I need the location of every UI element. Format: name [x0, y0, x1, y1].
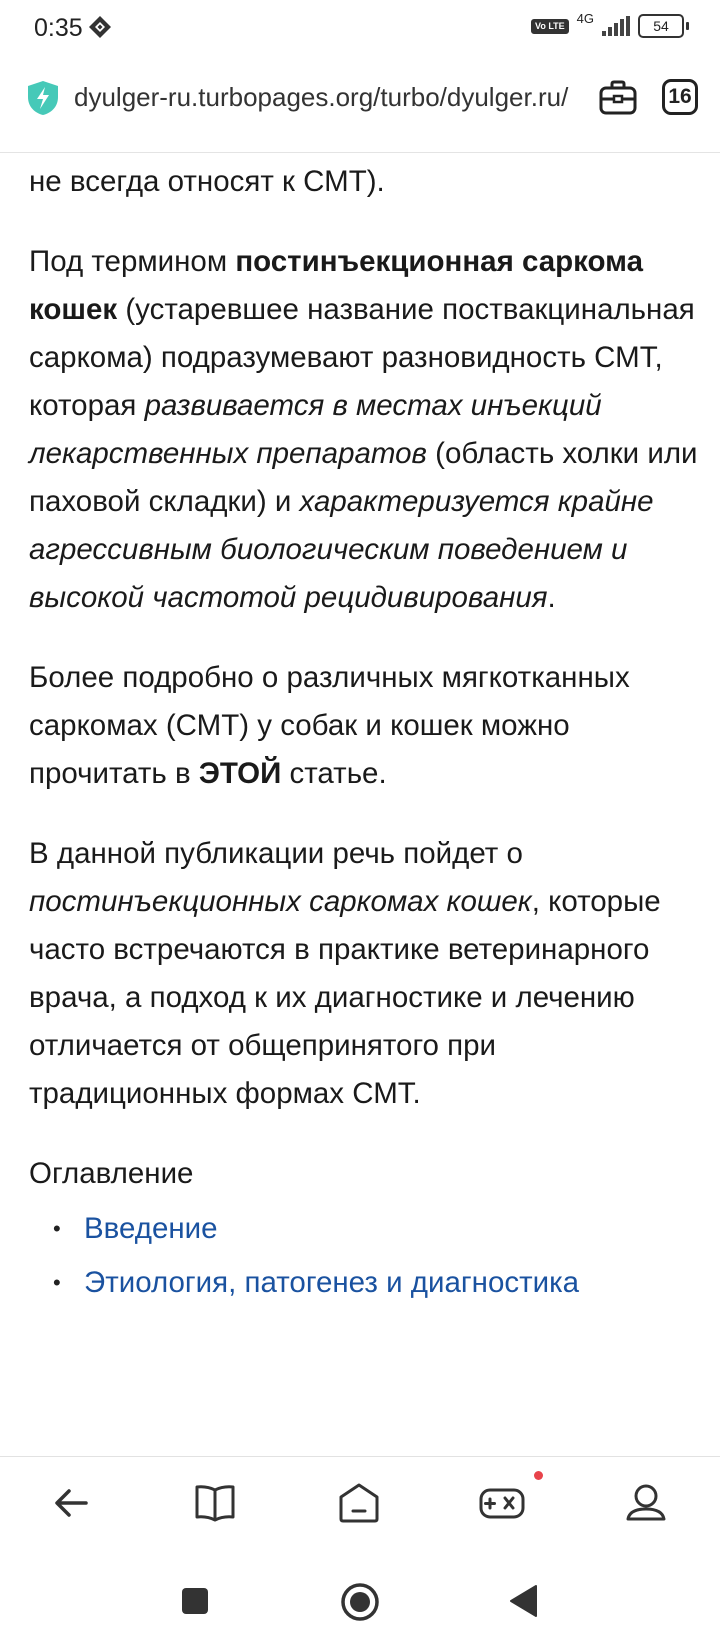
text: (устаревшее название поствакцинальная саркома) подразумевают разновидность СМТ, которая [29, 293, 695, 422]
italic-text: характеризуется крайне агрессивным биологическим поведением и высокой частотой рецидивирования [29, 485, 654, 614]
browser-bottom-nav [0, 1456, 720, 1555]
text: (область холки или паховой складки) и [29, 437, 698, 518]
toc-link-etiology[interactable]: Этиология, патогенез и диагностика [84, 1266, 580, 1299]
toc-link-introduction[interactable]: Введение [84, 1212, 218, 1245]
toc-item [29, 1256, 699, 1310]
url-field[interactable]: dyulger-ru.turbopages.org/turbo/dyulger.ru/ [74, 82, 569, 112]
paragraph-0 [29, 158, 699, 206]
italic-text: постинъекционных саркомах кошек [29, 885, 532, 918]
battery-level: 54 [653, 18, 669, 34]
toc-item [29, 1202, 699, 1256]
address-bar [0, 64, 720, 153]
text: не всегда относят к СМТ). [29, 165, 385, 198]
notification-icon [88, 15, 112, 39]
article-link[interactable]: ЭТОЙ [198, 757, 282, 790]
paragraph-3 [29, 830, 699, 1118]
status-time: 0:35 [34, 14, 83, 42]
toc-heading: Оглавление [29, 1157, 194, 1190]
bullet: • [53, 1270, 61, 1295]
network-type: 4G [576, 10, 594, 26]
tab-count-button[interactable]: 16 [662, 79, 698, 115]
bold-term: постинъекционная саркома кошек [29, 245, 644, 326]
text: . [547, 581, 556, 614]
home-icon[interactable] [333, 1477, 385, 1529]
profile-icon[interactable] [620, 1477, 672, 1529]
text: В данной публикации речь пойдет о [29, 837, 523, 870]
paragraph-1 [29, 238, 699, 622]
signal-icon [602, 16, 630, 36]
article-body [29, 158, 699, 1310]
home-circle-icon[interactable] [340, 1582, 380, 1622]
text: Под термином [29, 245, 236, 278]
book-icon[interactable] [189, 1477, 241, 1529]
shield-icon[interactable] [26, 80, 60, 116]
text: , которые часто встречаются в практике ветеринарного врача, а подход к их диагностике и лечению отличается от общепринятого при традиционных формах СМТ. [29, 885, 661, 1110]
paragraph-2 [29, 654, 699, 798]
briefcase-icon[interactable] [598, 78, 638, 118]
notification-badge [534, 1471, 543, 1480]
volte-icon: Vo LTE [531, 19, 569, 34]
status-bar [0, 0, 720, 56]
text: статье. [281, 757, 387, 790]
text: Более подробно о различных мягкотканных саркомах (СМТ) у собак и кошек можно прочитать в [29, 661, 630, 790]
system-nav-bar [0, 1554, 720, 1650]
recents-square-icon[interactable] [181, 1587, 209, 1615]
italic-text: развивается в местах инъекций лекарственных препаратов [29, 389, 602, 470]
battery-icon [638, 14, 684, 38]
table-of-contents [29, 1202, 699, 1310]
gamepad-icon[interactable] [476, 1477, 528, 1529]
bullet: • [53, 1216, 61, 1241]
status-indicators [531, 10, 684, 38]
back-triangle-icon[interactable] [508, 1584, 538, 1618]
back-icon[interactable] [46, 1477, 98, 1529]
